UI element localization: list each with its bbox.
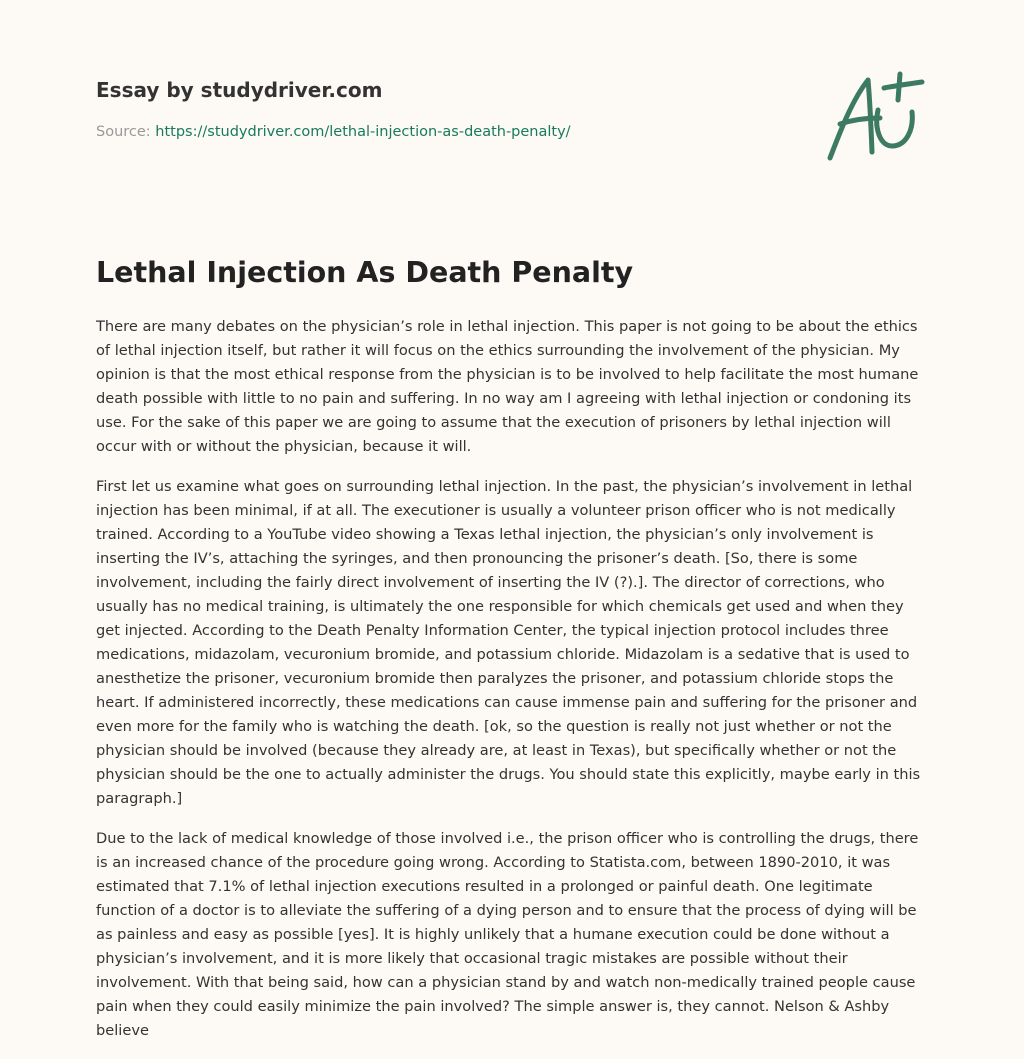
source-line bbox=[96, 124, 571, 140]
brand-title: Essay by studydriver.com bbox=[96, 78, 383, 102]
paragraph: There are many debates on the physician’s role in lethal injection. This paper is not going to be about the ethics of lethal injection itself, but rather it will focus on the ethics surrounding the involvement of the physician. My opinion is that the most ethical response from the physician is to be involved to help facilitate the most humane death possible with little to no pain and suffering. In no way am I agreeing with lethal injection or condoning its use. For the sake of this paper we are going to assume that the execution of prisoners by lethal injection will occur with or without the physician, because it will. bbox=[96, 318, 919, 455]
paragraph: Due to the lack of medical knowledge of those involved i.e., the prison officer who is controlling the drugs, there is an increased chance of the procedure going wrong. According to Statista.com, between 1890-2010, it was estimated that 7.1% of lethal injection executions resulted in a prolonged or painful death. One legitimate function of a doctor is to alleviate the suffering of a dying person and to ensure that the process of dying will be as painless and easy as possible [yes]. It is highly unlikely that a humane execution could be done without a physician’s involvement, and it is more likely that occasional tragic mistakes are possible without their involvement. With that being said, how can a physician stand by and watch non-medically trained people cause pain when they could easily minimize the pain involved? The simple answer is, they cannot. Nelson & Ashby believe bbox=[96, 830, 919, 1039]
a-plus-icon bbox=[826, 70, 926, 162]
source-label: Source: bbox=[96, 124, 151, 140]
article-body bbox=[96, 315, 926, 1059]
source-link[interactable]: https://studydriver.com/lethal-injection-as-death-penalty/ bbox=[155, 124, 571, 140]
paragraph: First let us examine what goes on surrounding lethal injection. In the past, the physician’s involvement in lethal injection has been minimal, if at all. The executioner is usually a volunteer prison officer who is not medically trained. According to a YouTube video showing a Texas lethal injection, the physician’s only involvement is inserting the IV’s, attaching the syringes, and then pronouncing the prisoner’s death. [So, there is some involvement, including the fairly direct involvement of inserting the IV (?).]. The director of corrections, who usually has no medical training, is ultimately the one responsible for which chemicals get used and when they get injected. According to the Death Penalty Information Center, the typical injection protocol includes three medications, midazolam, vecuronium bromide, and potassium chloride. Midazolam is a sedative that is used to anesthetize the prisoner, vecuronium bromide then paralyzes the prisoner, and potassium chloride stops the heart. If administered incorrectly, these medications can cause immense pain and suffering for the prisoner and even more for the family who is watching the death. [ok, so the question is really not just whether or not the physician should be involved (because they already are, at least in Texas), but specifically whether or not the physician should be the one to actually administer the drugs. You should state this explicitly, maybe early in this paragraph.] bbox=[96, 478, 921, 807]
article-title: Lethal Injection As Death Penalty bbox=[96, 256, 634, 289]
